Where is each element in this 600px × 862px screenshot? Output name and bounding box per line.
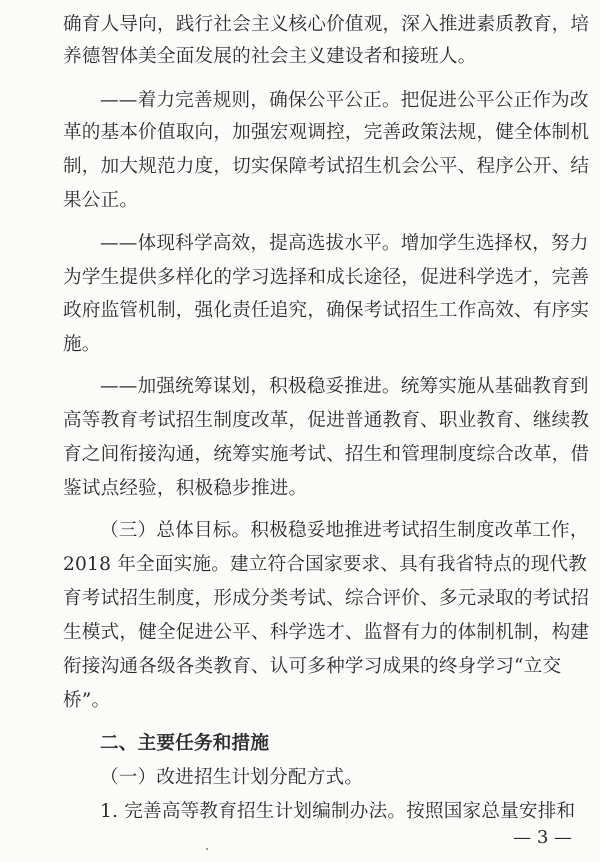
text-line: 育考试招生制度，形成分类考试、综合评价、多元录取的考试招 — [63, 588, 590, 609]
text-line: 政府监管机制，强化责任追究，确保考试招生工作高效、有序实 — [63, 300, 590, 321]
text-line: （一）改进招生计划分配方式。 — [100, 767, 364, 788]
text-line: 育之间衔接沟通，统筹实施考试、招生和管理制度综合改革，借 — [63, 444, 590, 465]
page-number: — 3 — — [513, 827, 572, 848]
text-line: 施。 — [63, 334, 101, 355]
text-line: 为学生提供多样化的学习选择和成长途径，促进科学选才，完善 — [63, 267, 590, 288]
speck-mark — [206, 848, 208, 850]
text-line: 1. 完善高等教育招生计划编制办法。按照国家总量安排和 — [100, 801, 576, 822]
text-line: 确育人导向，践行社会主义核心价值观，深入推进素质教育，培 — [63, 14, 590, 35]
text-line: 鉴试点经验，积极稳步推进。 — [63, 478, 308, 499]
text-line: ——加强统筹谋划，积极稳妥推进。统筹实施从基础教育到 — [100, 376, 589, 397]
text-line: 制，加大规范力度，切实保障考试招生机会公平、程序公开、结 — [63, 156, 590, 177]
text-line: 养德智体美全面发展的社会主义建设者和接班人。 — [63, 46, 477, 67]
text-line: 生模式，健全促进公平、科学选才、监督有力的体制机制，构建 — [63, 622, 590, 643]
text-line: 衔接沟通各级各类教育、认可多种学习成果的终身学习“立交 — [63, 656, 562, 677]
text-line: 2018 年全面实施。建立符合国家要求、具有我省特点的现代教 — [63, 554, 588, 575]
text-line: ——着力完善规则，确保公平公正。把促进公平公正作为改 — [100, 90, 589, 111]
text-line: 革的基本价值取向，加强宏观调控，完善政策法规，健全体制机 — [63, 122, 590, 143]
text-line: 果公正。 — [63, 190, 139, 211]
text-line: （三）总体目标。积极稳妥地推进考试招生制度改革工作， — [100, 520, 589, 541]
section-heading: 二、主要任务和措施 — [100, 733, 270, 754]
text-line: 高等教育考试招生制度改革，促进普通教育、职业教育、继续教 — [63, 410, 590, 431]
text-line: ——体现科学高效，提高选拔水平。增加学生选择权，努力 — [100, 233, 589, 254]
text-line: 桥”。 — [63, 690, 111, 711]
